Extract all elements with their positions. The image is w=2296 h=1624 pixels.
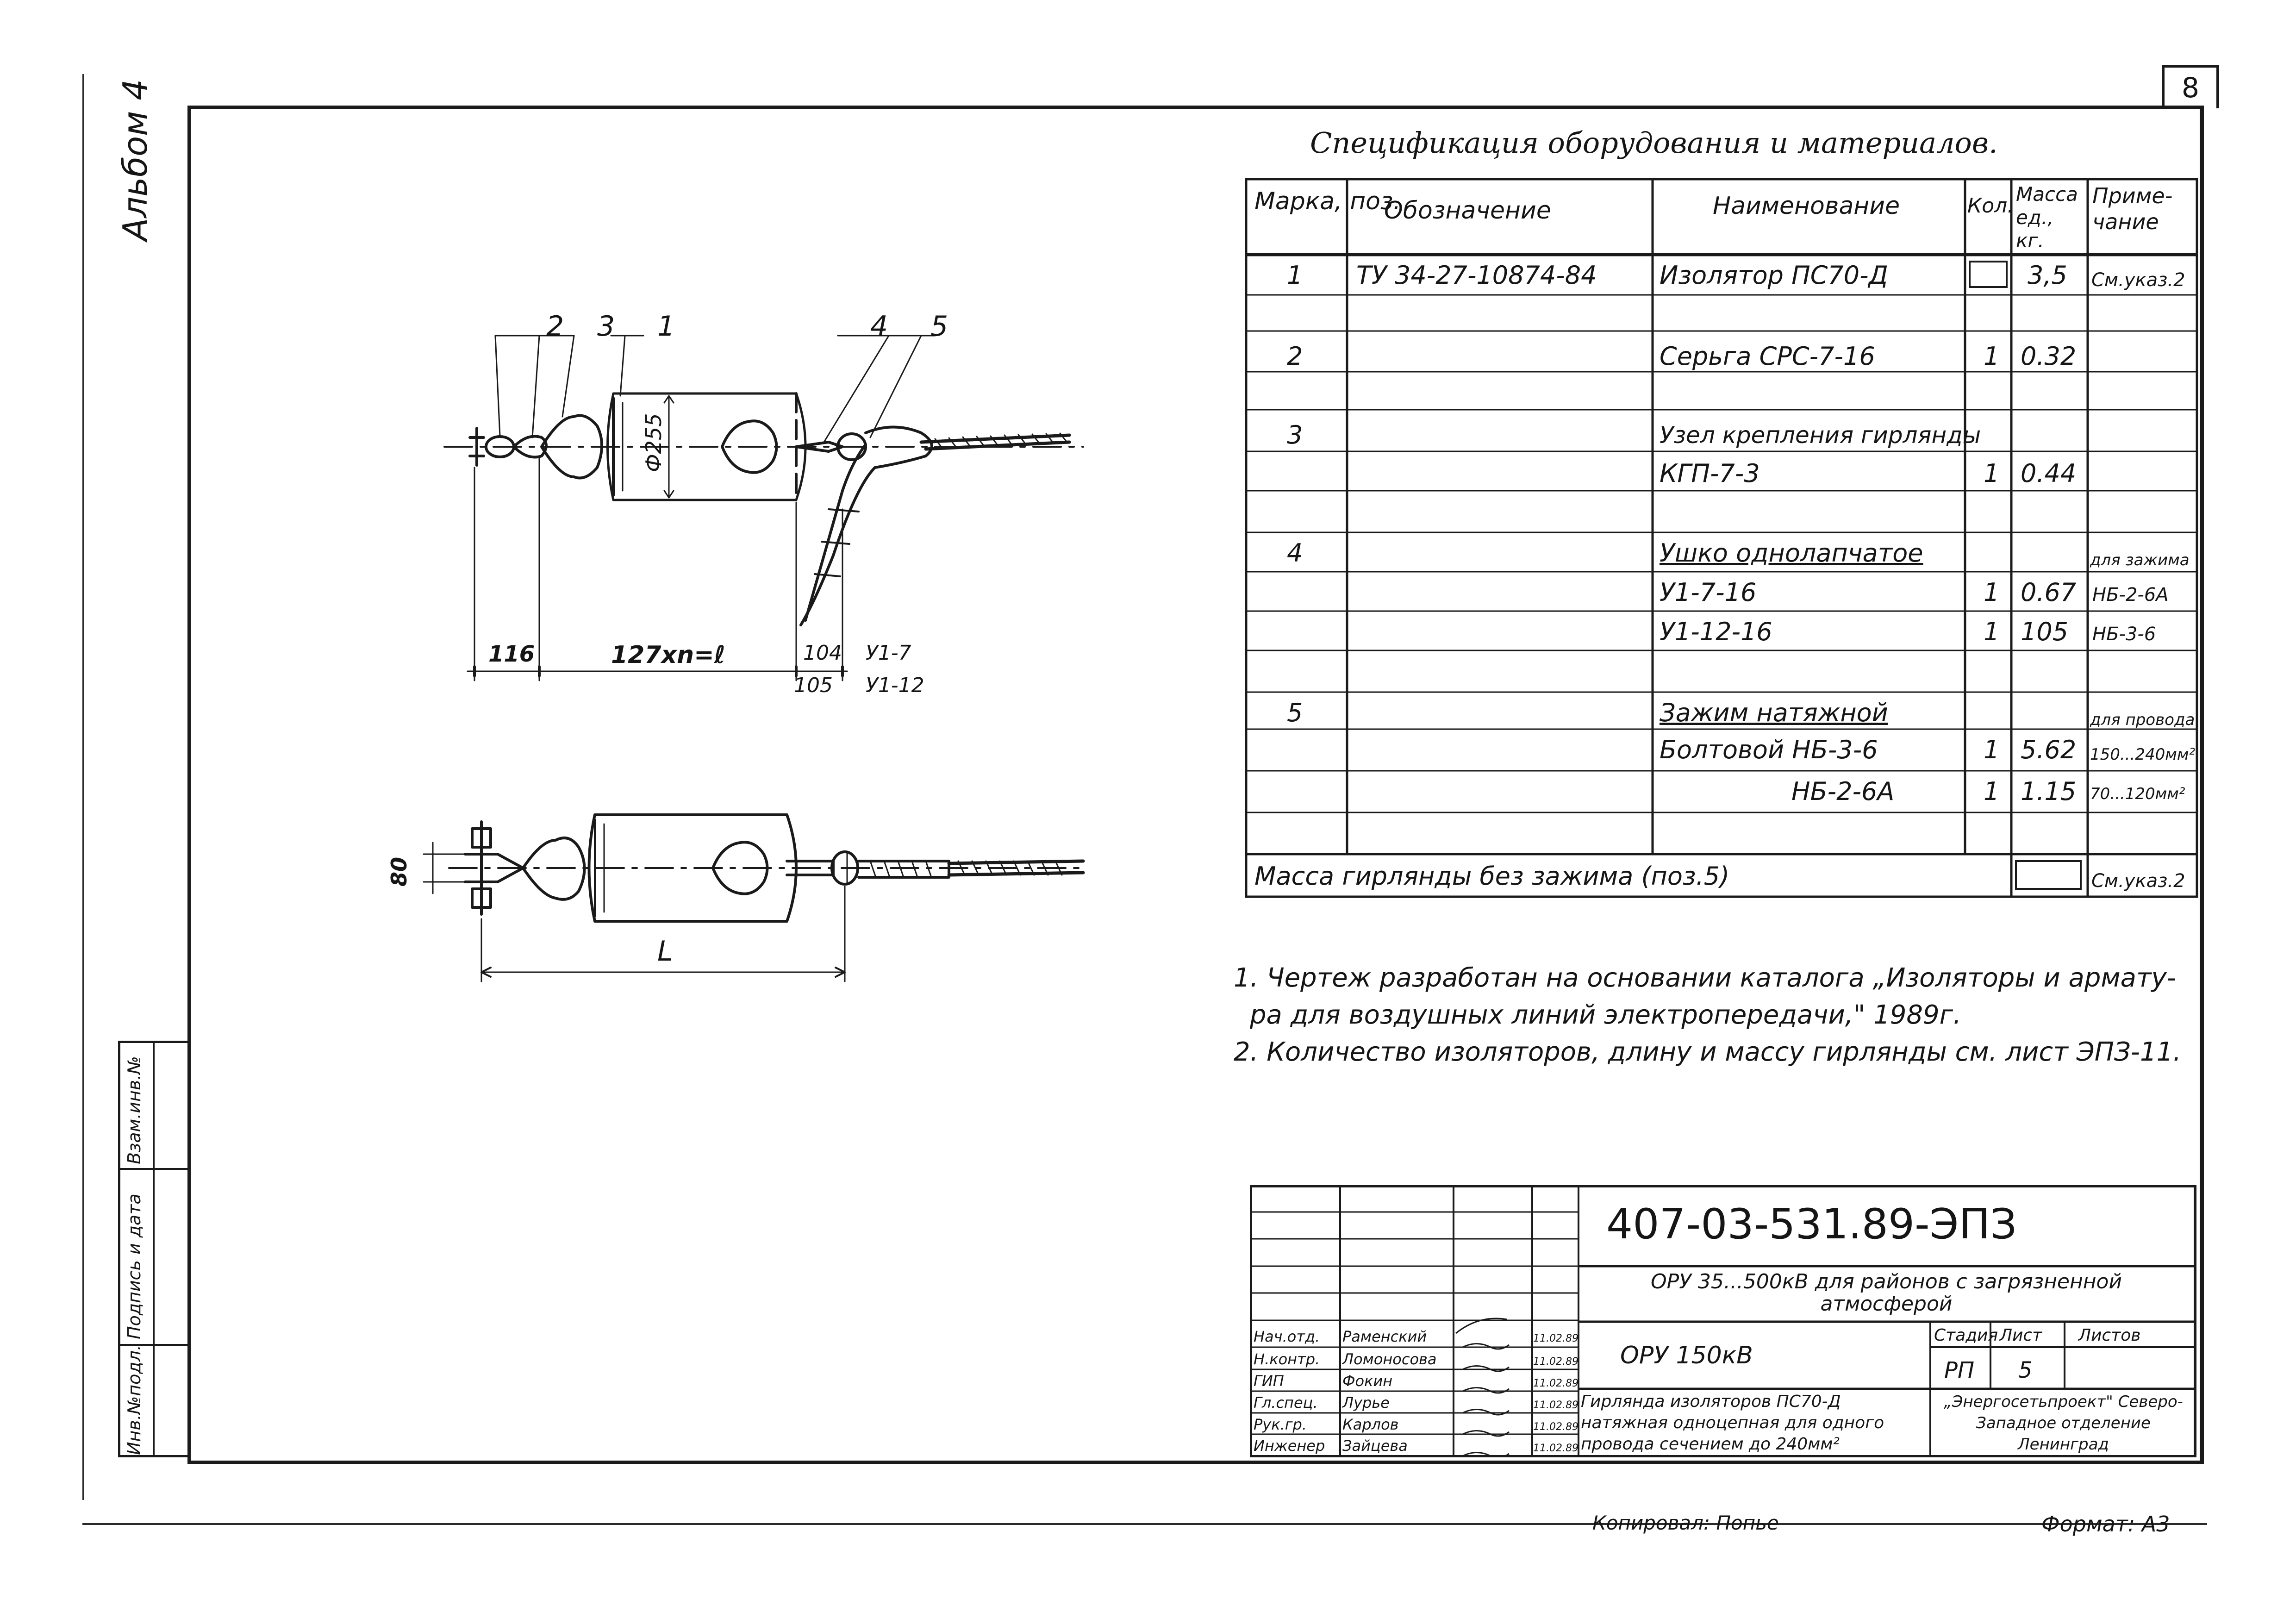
sig-name-6: Зайцева [1342,1437,1408,1455]
sig-name-1: Раменский [1342,1328,1427,1345]
dim-height: 80 [387,856,412,887]
dim-left: 116 [488,641,535,667]
note-2: 2. Количество изоляторов, длину и массу гирлянды см. лист ЭПЗ-11. [1234,1037,2182,1067]
row1-designation: ТУ 34-27-10874-84 [1356,261,1597,290]
row10-note: 70...120мм² [2090,785,2185,803]
sig-date-4: 11.02.89 [1533,1399,1578,1411]
sig-role-2: Н.контр. [1254,1350,1320,1368]
object-title: ОРУ 35...500кВ для районов с загрязненной атмосферой [1651,1270,2122,1316]
dim-length: L [657,935,673,968]
insulator-string-drawing [0,0,1250,1065]
diameter-label: Ф255 [641,413,666,472]
row7-name: У1-12-16 [1660,617,1772,646]
title-block [1250,1185,2196,1457]
sub-object: ОРУ 150кВ [1620,1342,1753,1369]
row4-qty: 1 [1984,459,2000,488]
note-1-line-2: ра для воздушных линий электропередачи," 1989г. [1250,1000,1961,1030]
spec-footer-label: Масса гирлянды без зажима (поз.5) [1254,862,1730,891]
sig-date-3: 11.02.89 [1533,1378,1578,1389]
callout-5: 5 [930,310,948,343]
spec-footer-note: См.указ.2 [2091,870,2185,892]
header-note: Приме- чание [2092,183,2173,234]
dim-right-top: 104 [803,641,842,665]
row10-name: НБ-2-6А [1791,777,1895,806]
row8-note: для провода [2090,711,2195,729]
row6-name: У1-7-16 [1660,578,1757,607]
row2-mark: 2 [1287,342,1303,371]
row1-note: См.указ.2 [2091,269,2185,291]
row9-mass: 5.62 [2021,735,2077,764]
row2-qty: 1 [1984,342,2000,371]
header-qty: Кол. [1967,194,2014,218]
dim-right-bottom: 105 [794,674,833,697]
row3-name: Узел крепления гирлянды [1660,422,1981,449]
row3-mark: 3 [1287,420,1303,450]
callout-3: 3 [597,310,615,343]
row1-name: Изолятор ПС70-Д [1660,261,1888,290]
row5-mark: 4 [1287,538,1303,568]
sig-role-6: Инженер [1254,1437,1325,1455]
row5-note: для зажима [2090,551,2190,569]
drawing-title: Гирлянда изоляторов ПС70-Д натяжная одноцепная для одного провода сечением до 240мм² [1581,1392,1884,1454]
sig-role-3: ГИП [1254,1372,1284,1390]
row10-qty: 1 [1984,777,2000,806]
sheet-label: Лист [2000,1326,2042,1345]
sig-name-2: Ломоносова [1342,1350,1437,1368]
copied-by: Копировал: Попье [1592,1512,1779,1534]
header-mass: Масса ед., кг. [2016,183,2078,252]
stamp-signature-date: Подпись и дата [124,1193,144,1339]
dim-ushko-bottom: У1-12 [866,674,924,697]
sig-role-4: Гл.спец. [1254,1394,1318,1412]
note-1-line-1: 1. Чертеж разработан на основании каталога „Изоляторы и армату- [1234,963,2176,993]
stage-value: РП [1944,1357,1975,1383]
row8-mark: 5 [1287,698,1303,727]
sig-name-3: Фокин [1342,1372,1393,1390]
bottom-margin-line [82,1523,2207,1525]
format-label: Формат: А3 [2041,1512,2170,1537]
sheet-value: 5 [2018,1357,2033,1383]
left-stamp [118,1041,187,1457]
sig-date-6: 11.02.89 [1533,1443,1578,1454]
doc-code: 407-03-531.89-ЭПЗ [1606,1200,2017,1249]
sig-date-5: 11.02.89 [1533,1421,1578,1433]
sig-date-2: 11.02.89 [1533,1356,1578,1368]
callout-4: 4 [870,310,888,343]
spec-table [1245,178,2199,898]
header-mark: Марка, поз. [1254,187,1401,215]
row5-name: Ушко однолапчатое [1660,538,1923,568]
row8-name: Зажим натяжной [1660,698,1888,727]
sig-date-1: 11.02.89 [1533,1333,1578,1344]
sig-name-4: Лурье [1342,1394,1390,1412]
dim-ushko-top: У1-7 [866,641,911,665]
row1-mass: 3,5 [2028,261,2067,290]
row4-name: КГП-7-3 [1660,459,1760,488]
stamp-replacement-inv: Взам.инв.№ [124,1056,144,1164]
spec-title: Спецификация оборудования и материалов. [1310,126,1998,160]
stage-label: Стадия [1934,1326,1998,1345]
row6-note: НБ-2-6А [2092,584,2169,606]
sig-name-5: Карлов [1342,1416,1399,1433]
sheets-label: Листов [2078,1326,2141,1345]
row2-mass: 0.32 [2021,342,2077,371]
row9-name: Болтовой НБ-3-6 [1660,735,1878,764]
row2-name: Серьга СРС-7-16 [1660,342,1875,371]
row7-note: НБ-3-6 [2092,624,2156,645]
row9-note: 150...240мм² [2090,745,2196,764]
row6-qty: 1 [1984,578,2000,607]
dim-middle: 127хn=ℓ [611,641,726,669]
organization: „Энергосетьпроект" Северо-Западное отделение Ленинград [1944,1393,2183,1454]
row7-mass: 105 [2021,617,2069,646]
callout-1: 1 [657,310,675,343]
header-name: Наименование [1713,192,1900,220]
stamp-original-inv: Инв.№подл. [124,1344,144,1455]
sig-role-1: Нач.отд. [1254,1328,1320,1345]
row10-mass: 1.15 [2021,777,2077,806]
album-label: Альбом 4 [116,79,155,241]
row7-qty: 1 [1984,617,2000,646]
sheet-number: 8 [2162,65,2219,108]
row6-mass: 0.67 [2021,578,2077,607]
callout-2: 2 [546,310,564,343]
header-designation: Обозначение [1384,197,1551,225]
row4-mass: 0.44 [2021,459,2077,488]
row9-qty: 1 [1984,735,2000,764]
row1-mark: 1 [1287,261,1303,290]
sig-role-5: Рук.гр. [1254,1416,1307,1433]
